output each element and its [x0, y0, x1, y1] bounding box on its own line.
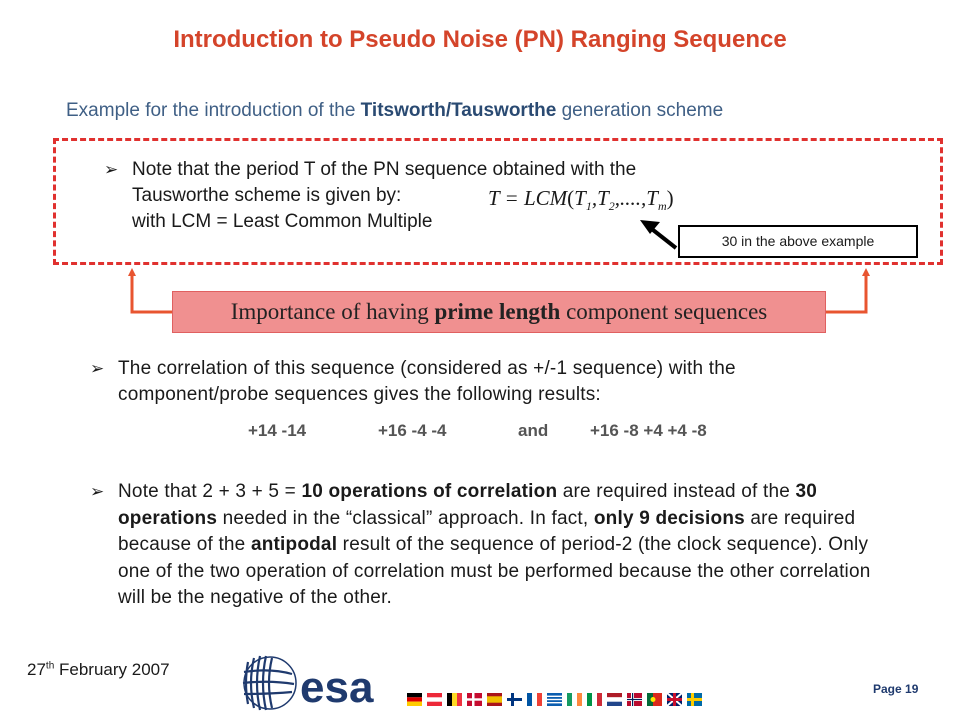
operations-bullet: ➢ Note that 2 + 3 + 5 = 10 operations of correlation are required instead of the 30 operations needed in the “classical” approach. In fact, only 9 decisions are required because of the antipodal result of the sequence of period-2 (the clock sequence). Only one of the two operation of correlation must be performed because the other correlation will be the negative of the other.: [90, 481, 871, 608]
result-group: +16 -4 -4: [378, 421, 447, 440]
example-callout: 30 in the above example: [678, 225, 918, 258]
esa-logo-icon: [240, 652, 400, 714]
correlation-bullet: [90, 356, 888, 408]
bullet-arrow-icon: ➢: [90, 359, 105, 378]
correlation-text: The correlation of this sequence (considered as +/-1 sequence) with the component/probe sequences gives the following results:: [118, 358, 736, 405]
svg-text:esa: esa: [300, 663, 374, 712]
right-connector-arrow: [826, 272, 866, 312]
bullet-arrow-icon: ➢: [104, 160, 119, 179]
importance-banner: Importance of having prime length component sequences: [172, 291, 826, 333]
correlation-results: [248, 421, 768, 447]
note-line: with LCM = Least Common Multiple: [132, 211, 433, 232]
left-connector-arrow: [132, 272, 172, 312]
note-line: Note that the period T of the PN sequence obtained with the: [132, 159, 637, 180]
result-group: +16 -8 +4 +4 -8: [590, 421, 707, 440]
result-group: +14 -14: [248, 421, 307, 440]
member-flags-icon: [407, 693, 707, 706]
lcm-formula: $T = LCM(T_1,T_2,....,T_m)$: [488, 186, 674, 214]
page-number: Page 19: [873, 682, 919, 696]
slide-title: Introduction to Pseudo Noise (PN) Ranging Sequence: [173, 26, 787, 53]
footer-date: 27th February 2007: [27, 660, 170, 679]
pointer-arrow-icon: [640, 220, 676, 248]
slide-subtitle: Example for the introduction of the Titsworth/Tausworthe generation scheme: [66, 100, 724, 121]
note-line: Tausworthe scheme is given by:: [132, 185, 402, 206]
result-conjunction: and: [518, 421, 549, 440]
bullet-arrow-icon: ➢: [90, 482, 105, 501]
